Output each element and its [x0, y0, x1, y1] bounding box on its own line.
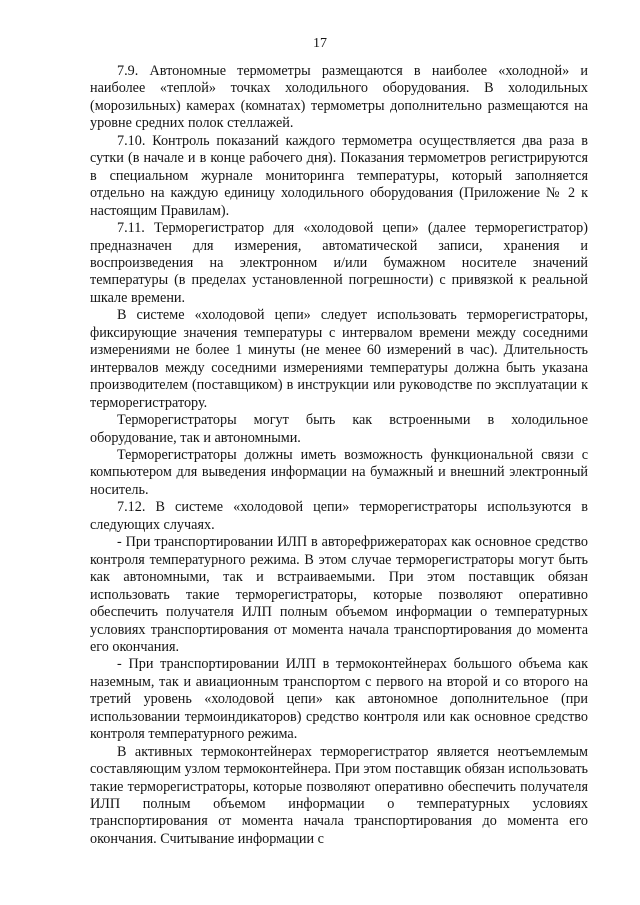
paragraph-7-12: 7.12. В системе «холодовой цепи» терморегистраторы используются в следующих случаях.: [90, 499, 588, 533]
page-number: 17: [313, 36, 327, 51]
page-body: [90, 63, 588, 848]
paragraph-7-10: 7.10. Контроль показаний каждого термометра осуществляется два раза в сутки (в начале и в конце рабочего дня). Показания термометров регистрируются в специальном журнале мониторинга температуры, который заполняется отдельно на каждую единицу холодильного оборудования (Приложение № 2 к настоящим Правилам).: [90, 132, 588, 219]
paragraph-7-11: 7.11. Терморегистратор для «холодовой цепи» (далее терморегистратор) предназначен для измерения, автоматической записи, хранения и воспроизведения на электронном и/или бумажном носителе значений температуры (в пределах установленной погрешности) с привязкой к реальной шкале времени.: [90, 220, 588, 306]
paragraph-built-in-or-standalone: Терморегистраторы могут быть как встроенными в холодильное оборудование, так и автономными.: [90, 412, 588, 446]
list-item-thermocontainers: - При транспортировании ИЛП в термоконтейнерах большого объема как наземным, так и авиационным транспортом с первого на второй и со второго на третий уровень «холодовой цепи» как автономное дополнительное (при использовании термоиндикаторов) средство контроля или как основное средство контроля температурного режима.: [90, 656, 588, 743]
list-item-autorefrigerators: - При транспортировании ИЛП в авторефрижераторах как основное средство контроля температурного режима. В этом случае терморегистраторы могут быть как автономными, так и встраиваемыми. При этом поставщик обязан использовать такие терморегистраторы, которые позволяют оперативно обеспечить получателя ИЛП полным объемом информации о температурных условиях транспортирования от момента начала транспортирования до момента его окончания.: [90, 534, 588, 655]
paragraph-7-9: 7.9. Автономные термометры размещаются в наиболее «холодной» и наиболее «теплой» точках холодильного оборудования. В холодильных (морозильных) камерах (комнатах) термометры дополнительно размещаются на уровне средних полок стеллажей.: [90, 63, 588, 132]
paragraph-computer-link: Терморегистраторы должны иметь возможность функциональной связи с компьютером для выведения информации на бумажный и внешний электронный носитель.: [90, 446, 588, 498]
paragraph-active-thermocontainers: В активных термоконтейнерах терморегистратор является неотъемлемым составляющим узлом термоконтейнера. При этом поставщик обязан использовать такие терморегистраторы, которые позволяют оперативно обеспечить получателя ИЛП полным объемом информации о температурных условиях транспортирования от момента начала транспортирования до момента его окончания. Считывание информации с: [90, 743, 588, 847]
paragraph-cold-chain-intervals: В системе «холодовой цепи» следует использовать терморегистраторы, фиксирующие значения температуры с интервалом времени между соседними измерениями не более 1 минуты (не менее 60 измерений в час). Длительность интервалов между соседними измерениями температуры должна быть указана производителем (поставщиком) в инструкции или руководстве по эксплуатации к терморегистратору.: [90, 307, 588, 411]
